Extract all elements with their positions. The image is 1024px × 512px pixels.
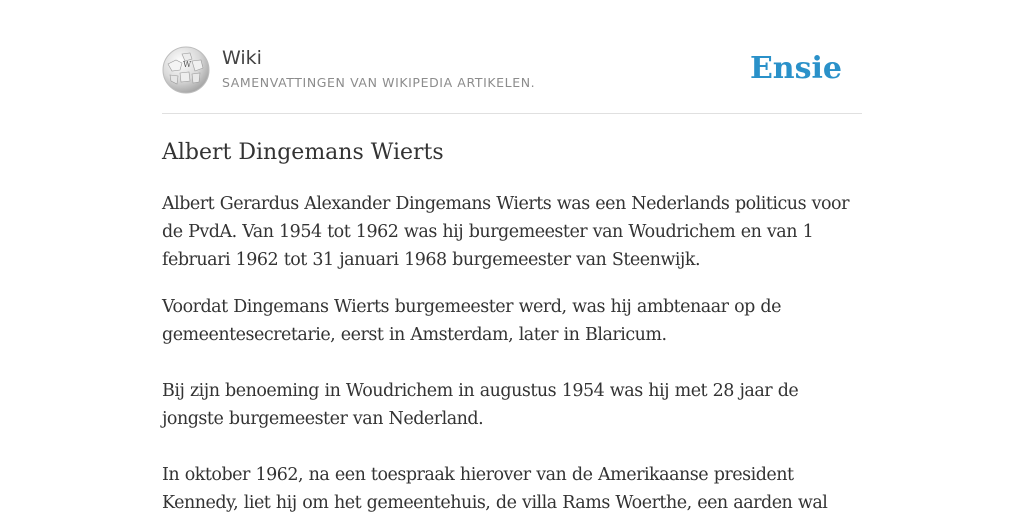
header-divider: [162, 113, 862, 114]
site-name[interactable]: Wiki: [222, 47, 262, 69]
site-tagline: SAMENVATTINGEN VAN WIKIPEDIA ARTIKELEN.: [222, 75, 536, 90]
page-title: Albert Dingemans Wierts: [162, 140, 444, 165]
article-body: [162, 190, 862, 512]
article-paragraph: In oktober 1962, na een toespraak hierover van de Amerikaanse president Kennedy, liet hij om het gemeentehuis, de villa Rams Woerthe, een aarden wal: [162, 465, 828, 512]
article-paragraph: Albert Gerardus Alexander Dingemans Wierts was een Nederlands politicus voor de PvdA. Van 1954 tot 1962 was hij burgemeester van Woudrichem en van 1 februari 1962 tot 31 januari 1968 burgemeester van Steenwijk.: [162, 194, 849, 270]
article-paragraph: Bij zijn benoeming in Woudrichem in augustus 1954 was hij met 28 jaar de jongste burgemeester van Nederland.: [162, 381, 799, 429]
article-paragraph: Voordat Dingemans Wierts burgemeester werd, was hij ambtenaar op de gemeentesecretarie, eerst in Amsterdam, later in Blaricum.: [162, 297, 781, 345]
ensie-logo-link[interactable]: Ensie: [749, 51, 842, 86]
logo-glyph: W: [183, 60, 192, 69]
site-header: [162, 44, 862, 114]
wikipedia-globe-icon[interactable]: [162, 46, 210, 94]
